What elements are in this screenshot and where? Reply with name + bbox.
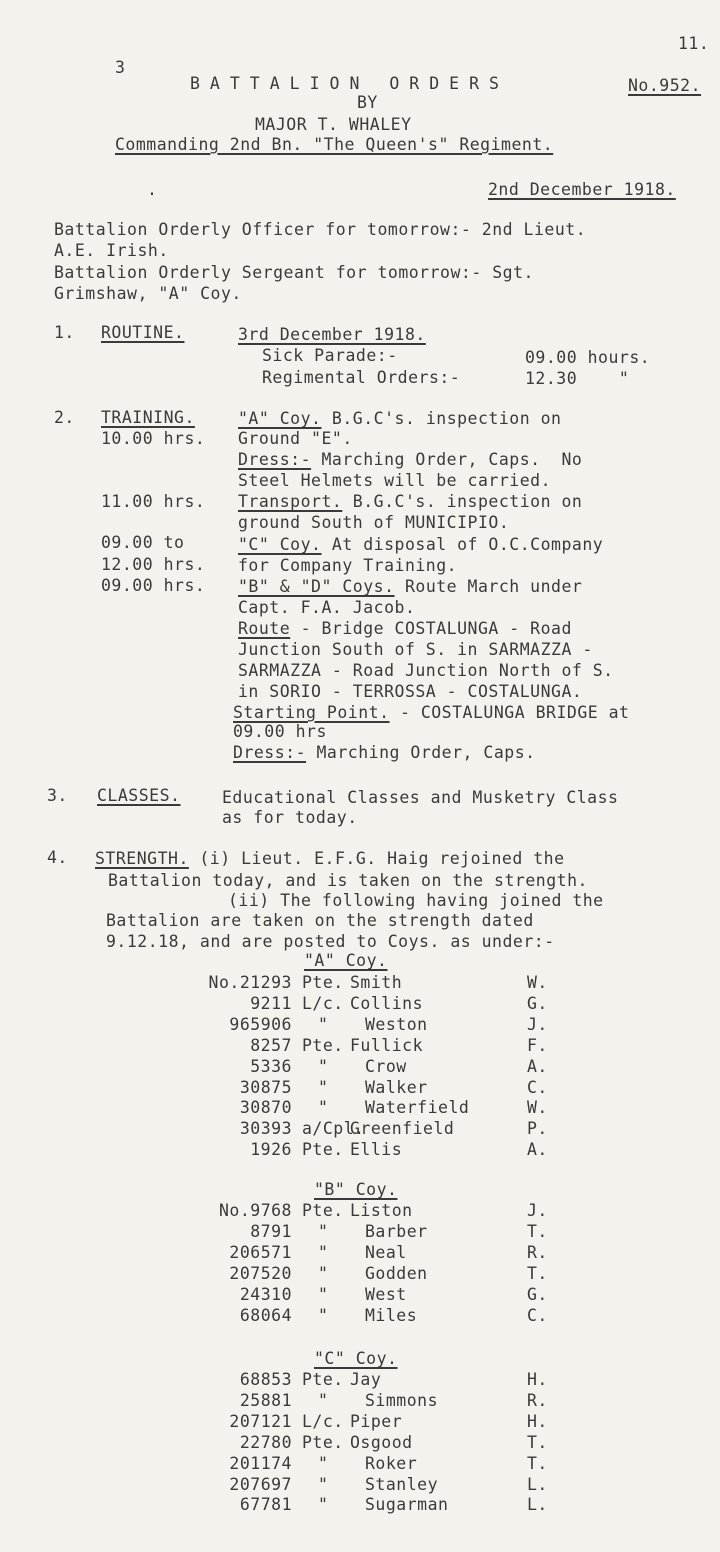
by-line: BY: [357, 93, 378, 112]
order-date: 2nd December 1918.: [488, 180, 676, 199]
rank: Pte.: [302, 1370, 344, 1389]
section-number: 1.: [54, 323, 75, 342]
training-line: [238, 577, 582, 597]
classes-line: Educational Classes and Musketry Class: [222, 788, 619, 807]
soldier-name: Osgood: [350, 1432, 413, 1452]
service-number: 965906: [229, 1014, 292, 1034]
service-number: 201174: [229, 1453, 292, 1473]
rank: ": [318, 1305, 329, 1325]
rank: ": [318, 1014, 329, 1034]
coy-label: "B" & "D" Coys.: [238, 577, 395, 596]
training-time: 10.00 hrs.: [101, 429, 206, 448]
training-time: 12.00 hrs.: [101, 555, 206, 574]
training-line: SARMAZZA - Road Junction North of S.: [238, 661, 614, 680]
routine-date: 3rd December 1918.: [238, 325, 426, 344]
training-line: [238, 619, 572, 639]
classes-line: as for today.: [222, 808, 358, 827]
rank: ": [318, 1077, 329, 1097]
initial: T.: [527, 1221, 548, 1241]
routine-item-label: Regimental Orders:-: [262, 368, 461, 387]
service-number: 8791: [250, 1221, 292, 1241]
section-heading-training: TRAINING.: [101, 408, 195, 427]
initial: T.: [527, 1453, 548, 1473]
service-number: 22780: [239, 1432, 292, 1452]
soldier-name: Smith: [350, 973, 403, 992]
rank: ": [318, 1263, 329, 1283]
rank: ": [318, 1453, 329, 1473]
soldier-name: Stanley: [365, 1474, 439, 1494]
soldier-name: Crow: [365, 1056, 407, 1076]
soldier-name: Ellis: [350, 1140, 403, 1160]
strength-text: (i) Lieut. E.F.G. Haig rejoined the: [188, 849, 565, 868]
intro-line: Battalion Orderly Sergeant for tomorrow:- Sgt.: [54, 263, 534, 282]
soldier-name: Weston: [365, 1014, 428, 1034]
training-text: B.G.C's. inspection on: [321, 409, 562, 428]
service-number: 30870: [239, 1098, 292, 1118]
soldier-name: Waterfield: [365, 1098, 470, 1118]
section-number: 2.: [54, 408, 75, 427]
soldier-name: Walker: [365, 1077, 428, 1097]
intro-line: Grimshaw, "A" Coy.: [54, 284, 242, 303]
soldier-name: Godden: [365, 1263, 428, 1283]
service-number: 68853: [239, 1370, 292, 1389]
rank: ": [318, 1098, 329, 1118]
initial: P.: [527, 1119, 548, 1139]
training-line: [238, 409, 561, 429]
soldier-name: Sugarman: [365, 1495, 449, 1515]
rank: ": [318, 1056, 329, 1076]
coy-label: "A" Coy.: [238, 409, 322, 428]
routine-item-value: 12.30 ": [525, 369, 630, 388]
service-number: 5336: [250, 1056, 292, 1076]
strength-line: (ii) The following having joined the: [228, 891, 604, 910]
rank: a/Cpl.: [302, 1119, 365, 1139]
soldier-name: Collins: [350, 993, 424, 1013]
route-label: Route: [238, 619, 291, 638]
training-line: Steel Helmets will be carried.: [238, 471, 552, 490]
initial: C.: [527, 1077, 548, 1097]
section-number: 3.: [47, 786, 68, 805]
service-number: 1926: [250, 1140, 292, 1160]
training-text: At disposal of O.C.Company: [321, 535, 604, 554]
rank: L/c.: [302, 993, 344, 1013]
training-text: - Bridge COSTALUNGA - Road: [290, 619, 572, 638]
service-number: 206571: [229, 1242, 292, 1262]
soldier-name: Roker: [365, 1453, 418, 1473]
service-number: 207520: [229, 1263, 292, 1283]
training-time: 09.00 to: [101, 533, 185, 552]
service-number: 25881: [239, 1390, 292, 1410]
soldier-name: Neal: [365, 1242, 407, 1262]
rank: Pte.: [302, 1140, 344, 1160]
initial: A.: [527, 1056, 548, 1076]
training-line: ground South of MUNICIPIO.: [238, 513, 510, 532]
company-heading: "A" Coy.: [304, 951, 388, 970]
intro-line: Battalion Orderly Officer for tomorrow:- 2nd Lieut.: [54, 220, 587, 239]
training-line: [238, 535, 603, 555]
service-number: 9211: [250, 993, 292, 1013]
training-text: Route March under: [394, 577, 583, 596]
initial: H.: [527, 1411, 548, 1431]
strength-line: Battalion today, and is taken on the strength.: [108, 871, 588, 890]
bullet-mark: .: [147, 180, 158, 199]
training-line: [233, 703, 630, 723]
service-number: 207697: [229, 1474, 292, 1494]
initial: W.: [527, 973, 548, 992]
rank: ": [318, 1495, 329, 1515]
initial: J.: [527, 1201, 548, 1220]
soldier-name: Liston: [350, 1201, 413, 1220]
service-number: No.21293: [208, 973, 292, 992]
routine-item-label: Sick Parade:-: [262, 346, 398, 365]
company-heading: "C" Coy.: [314, 1349, 398, 1368]
soldier-name: Simmons: [365, 1390, 439, 1410]
initial: T.: [527, 1432, 548, 1452]
service-number: 207121: [229, 1411, 292, 1431]
service-number: 24310: [239, 1284, 292, 1304]
service-number: No.9768: [218, 1201, 292, 1220]
strength-line: Battalion are taken on the strength dated: [106, 911, 534, 930]
soldier-name: West: [365, 1284, 407, 1304]
soldier-name: Fullick: [350, 1035, 424, 1055]
initial: G.: [527, 993, 548, 1013]
training-line: [238, 450, 582, 470]
training-line: Ground "E".: [238, 429, 353, 448]
dress-label: Dress:-: [238, 450, 312, 469]
initial: J.: [527, 1014, 548, 1034]
page-mark: 3: [115, 58, 126, 77]
initial: T.: [527, 1263, 548, 1283]
page-number: 11.: [678, 34, 710, 53]
initial: C.: [527, 1305, 548, 1325]
initial: G.: [527, 1284, 548, 1304]
dress-label: Dress:-: [233, 743, 307, 762]
section-heading-routine: ROUTINE.: [101, 323, 185, 342]
service-number: 67781: [239, 1495, 292, 1515]
initial: A.: [527, 1140, 548, 1160]
rank: ": [318, 1284, 329, 1304]
service-number: 8257: [250, 1035, 292, 1055]
command-line: Commanding 2nd Bn. "The Queen's" Regiment.: [115, 135, 554, 154]
soldier-name: Piper: [350, 1411, 403, 1431]
rank: ": [318, 1242, 329, 1262]
initial: F.: [527, 1035, 548, 1055]
rank: L/c.: [302, 1411, 344, 1431]
service-number: 30875: [239, 1077, 292, 1097]
coy-label: "C" Coy.: [238, 535, 322, 554]
company-heading: "B" Coy.: [314, 1180, 398, 1199]
training-line: in SORIO - TERROSSA - COSTALUNGA.: [238, 682, 583, 701]
routine-item-value: 09.00 hours.: [525, 348, 651, 367]
rank: ": [318, 1390, 329, 1410]
rank: Pte.: [302, 1432, 344, 1452]
initial: R.: [527, 1390, 548, 1410]
document-title: BATTALION ORDERS: [190, 74, 509, 93]
rank: Pte.: [302, 973, 344, 992]
strength-line: [95, 849, 565, 869]
training-text: B.G.C's. inspection on: [342, 492, 583, 511]
rank: Pte.: [302, 1035, 344, 1055]
training-time: 11.00 hrs.: [101, 492, 206, 511]
initial: L.: [527, 1474, 548, 1494]
service-number: 68064: [239, 1305, 292, 1325]
rank: ": [318, 1474, 329, 1494]
training-line: for Company Training.: [238, 556, 458, 575]
section-number: 4.: [47, 848, 68, 867]
initial: R.: [527, 1242, 548, 1262]
initial: W.: [527, 1098, 548, 1118]
rank: ": [318, 1221, 329, 1241]
starting-point-label: Starting Point.: [233, 703, 390, 722]
officer-name: MAJOR T. WHALEY: [255, 115, 412, 134]
soldier-name: Jay: [350, 1370, 382, 1389]
soldier-name: Barber: [365, 1221, 428, 1241]
initial: H.: [527, 1370, 548, 1389]
training-text: - COSTALUNGA BRIDGE at: [389, 703, 630, 722]
training-time: 09.00 hrs.: [101, 576, 206, 595]
training-line: Capt. F.A. Jacob.: [238, 598, 416, 617]
training-line: [238, 492, 582, 512]
rank: Pte.: [302, 1201, 344, 1220]
training-line: 09.00 hrs: [233, 722, 327, 741]
section-heading-classes: CLASSES.: [97, 786, 181, 805]
section-heading-strength: STRENGTH.: [95, 849, 189, 868]
soldier-name: Greenfield: [350, 1119, 455, 1139]
transport-label: Transport.: [238, 492, 343, 511]
intro-line: A.E. Irish.: [54, 241, 169, 260]
training-line: Junction South of S. in SARMAZZA -: [238, 640, 593, 659]
service-number: 30393: [239, 1119, 292, 1139]
initial: L.: [527, 1495, 548, 1515]
training-line: [233, 743, 536, 763]
training-text: Marching Order, Caps. No: [311, 450, 583, 469]
strength-line: 9.12.18, and are posted to Coys. as under:-: [106, 932, 555, 951]
order-number: No.952.: [628, 76, 702, 95]
training-text: Marching Order, Caps.: [306, 743, 536, 762]
soldier-name: Miles: [365, 1305, 418, 1325]
